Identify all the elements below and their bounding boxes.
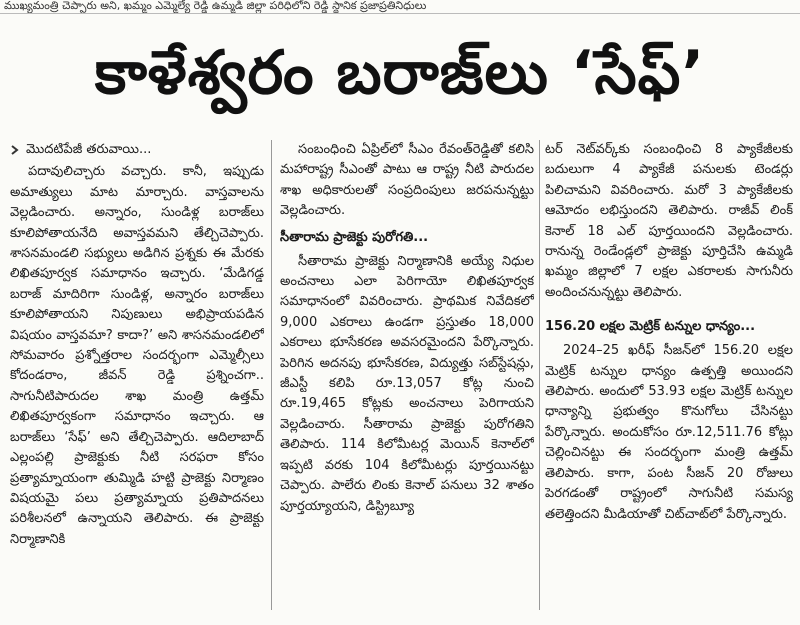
- paragraph: సంబంధించి ఏప్రిల్‌లో సీఎం రేవంత్‌రెడ్డితో కలిసి మహారాష్ట్ర సీఎంతో పాటు ఆ రాష్ట్ర నీటి పారుదల శాఖ అధికారులతో సంప్రదింపులు జరపనున్నట్టు వెల్లడించారు.: [280, 142, 534, 219]
- paragraph: 2024–25 ఖరీఫ్ సీజన్‌లో 156.20 లక్షల మెట్రిక్ టన్నుల ధాన్యం ఉత్పత్తి అయిందని తెలిపారు. అందులో 53.93 లక్షల మెట్రిక్ టన్నుల ధాన్యాన్ని ప్రభుత్వం కొనుగోలు చేసినట్టు పేర్కొన్నారు. అందుకోసం రూ.12,511.76 కోట్లు చెల్లించినట్టు ఈ సందర్భంగా మంత్రి ఉత్తమ్ తెలిపారు. కాగా, పంట సీజన్ 20 రోజులు పెరగడంతో రాష్ట్రంలో సాగునీటి సమస్య తలెత్తిందని మీడియాతో చిట్‌చాట్‌లో పేర్కొన్నారు.: [545, 343, 793, 522]
- article-column-2: [280, 140, 534, 622]
- article-column-1: [10, 140, 264, 622]
- column-divider: [271, 140, 272, 610]
- paragraph: సీతారామ ప్రాజెక్టు నిర్మాణానికి అయ్యే నిధుల అంచనాలు ఎలా పెరిగాయో లిఖితపూర్వక సమాధానంలో వివరించారు. ప్రాథమిక నివేదికలో 9,000 ఎకరాలు ఉండగా ప్రస్తుతం 18,000 ఎకరాలు భూసేకరణ అవసరమైందని పేర్కొన్నారు. పెరిగిన అదనపు భూసేకరణ, విద్యుత్తు సబ్‌స్టేషన్లు, జీఎస్టీ కలిపి రూ.13,057 కోట్ల నుంచి రూ.19,465 కోట్లకు అంచనాలు పెరిగాయని వెల్లడించారు. సీతారామ ప్రాజెక్టు పురోగతిని తెలిపారు. 114 కిలోమీటర్ల మెయిన్ కెనాల్‌లో ఇప్పటి వరకు 104 కిలోమీటర్లు పూర్తయినట్టు చెప్పారు. పాలేరు లింకు కెనాల్ పనులు 32 శాతం పూర్తయ్యాయని, డిస్ట్రిబ్యూ: [280, 253, 534, 514]
- paragraph: పదావులిచ్చారు వచ్చారు. కానీ, ఇప్పుడు అమాత్యులు మాట మార్చారు. వాస్తవాలను వెల్లడించారు. అన్నారం, సుండిళ్ల బరాజ్‌లు కూలిపోతాయనేది అవాస్తవమని తేల్చిచెప్పారు. శాసనమండలి సభ్యులు అడిగిన ప్రశ్నకు ఈ మేరకు లిఖితపూర్వక సమాధానం ఇచ్చారు. ‘మేడిగడ్డ బరాజ్ మాదిరిగా సుండిళ్ల, అన్నారం బరాజ్‌లు కూలిపోతాయని నిపుణులు అభిప్రాయపడిన విషయం వాస్తవమా? కాదా?’ అని శాసనమండలిలో సోమవారం ప్రశ్నోత్తరాల సందర్భంగా ఎమ్మెల్సీలు కోదండరాం, జీవన్ రెడ్డి ప్రశ్నించగా.. సాగునీటిపారుదల శాఖ మంత్రి ఉత్తమ్ లిఖితపూర్వకంగా సమాధానం ఇచ్చారు. ఆ బరాజ్‌లు ‘సేఫ్’ అని తేల్చిచెప్పారు. ఆదిలాబాద్ ఎల్లంపల్లి ప్రాజెక్టుకు నీటి సరఫరా కోసం ప్రత్యామ్నాయంగా తుమ్మిడి హట్టి ప్రాజెక్టు నిర్మాణం విషయమై పలు ప్రత్యామ్నాయ ప్రతిపాదనలు పరిశీలనలో ఉన్నాయని తెలిపారు. ఈ ప్రాజెక్టు నిర్మాణానికి: [10, 164, 264, 547]
- column-divider: [539, 140, 540, 610]
- subheading: సీతారామ ప్రాజెక్టు పురోగతి...: [280, 229, 429, 245]
- subheading: 156.20 లక్షల మెట్రిక్ టన్నుల ధాన్యం...: [545, 319, 756, 335]
- continued-label: మొదటిపేజీ తరువాయి...: [26, 142, 152, 157]
- article-column-3: [545, 140, 793, 622]
- continued-marker: [10, 140, 264, 160]
- chevron-right-icon: [10, 145, 20, 155]
- paragraph: టర్ నెట్‌వర్క్‌కు సంబంధించి 8 ప్యాకేజీలకు బదులుగా 4 ప్యాకేజీ పనులకు టెండర్లు పిలిచామని వివరించారు. మరో 3 ప్యాకేజీలకు ఆమోదం లభిస్తుందని తెలిపారు. రాజీవ్ లింక్ కెనాల్ 18 ఎల్ పూర్తయిందని వెల్లడించారు. రానున్న రెండేండ్లలో ప్రాజెక్టు పూర్తిచేసి ఉమ్మడి ఖమ్మం జిల్లాలో 7 లక్షల ఎకరాలకు సాగునీరు అందించనున్నట్టు తెలిపారు.: [545, 142, 793, 300]
- headline: కాళేశ్వరం బరాజ్‌లు ‘సేఫ్’: [94, 38, 706, 108]
- previous-article-strip: ముఖ్యమంత్రి చెప్పారు అని, ఖమ్మం ఎమ్మెల్యే రెడ్డి ఉమ్మడి జిల్లా పరిధిలోని రెడ్డి స్థానిక ప్రజాప్రతినిధులు: [0, 0, 800, 14]
